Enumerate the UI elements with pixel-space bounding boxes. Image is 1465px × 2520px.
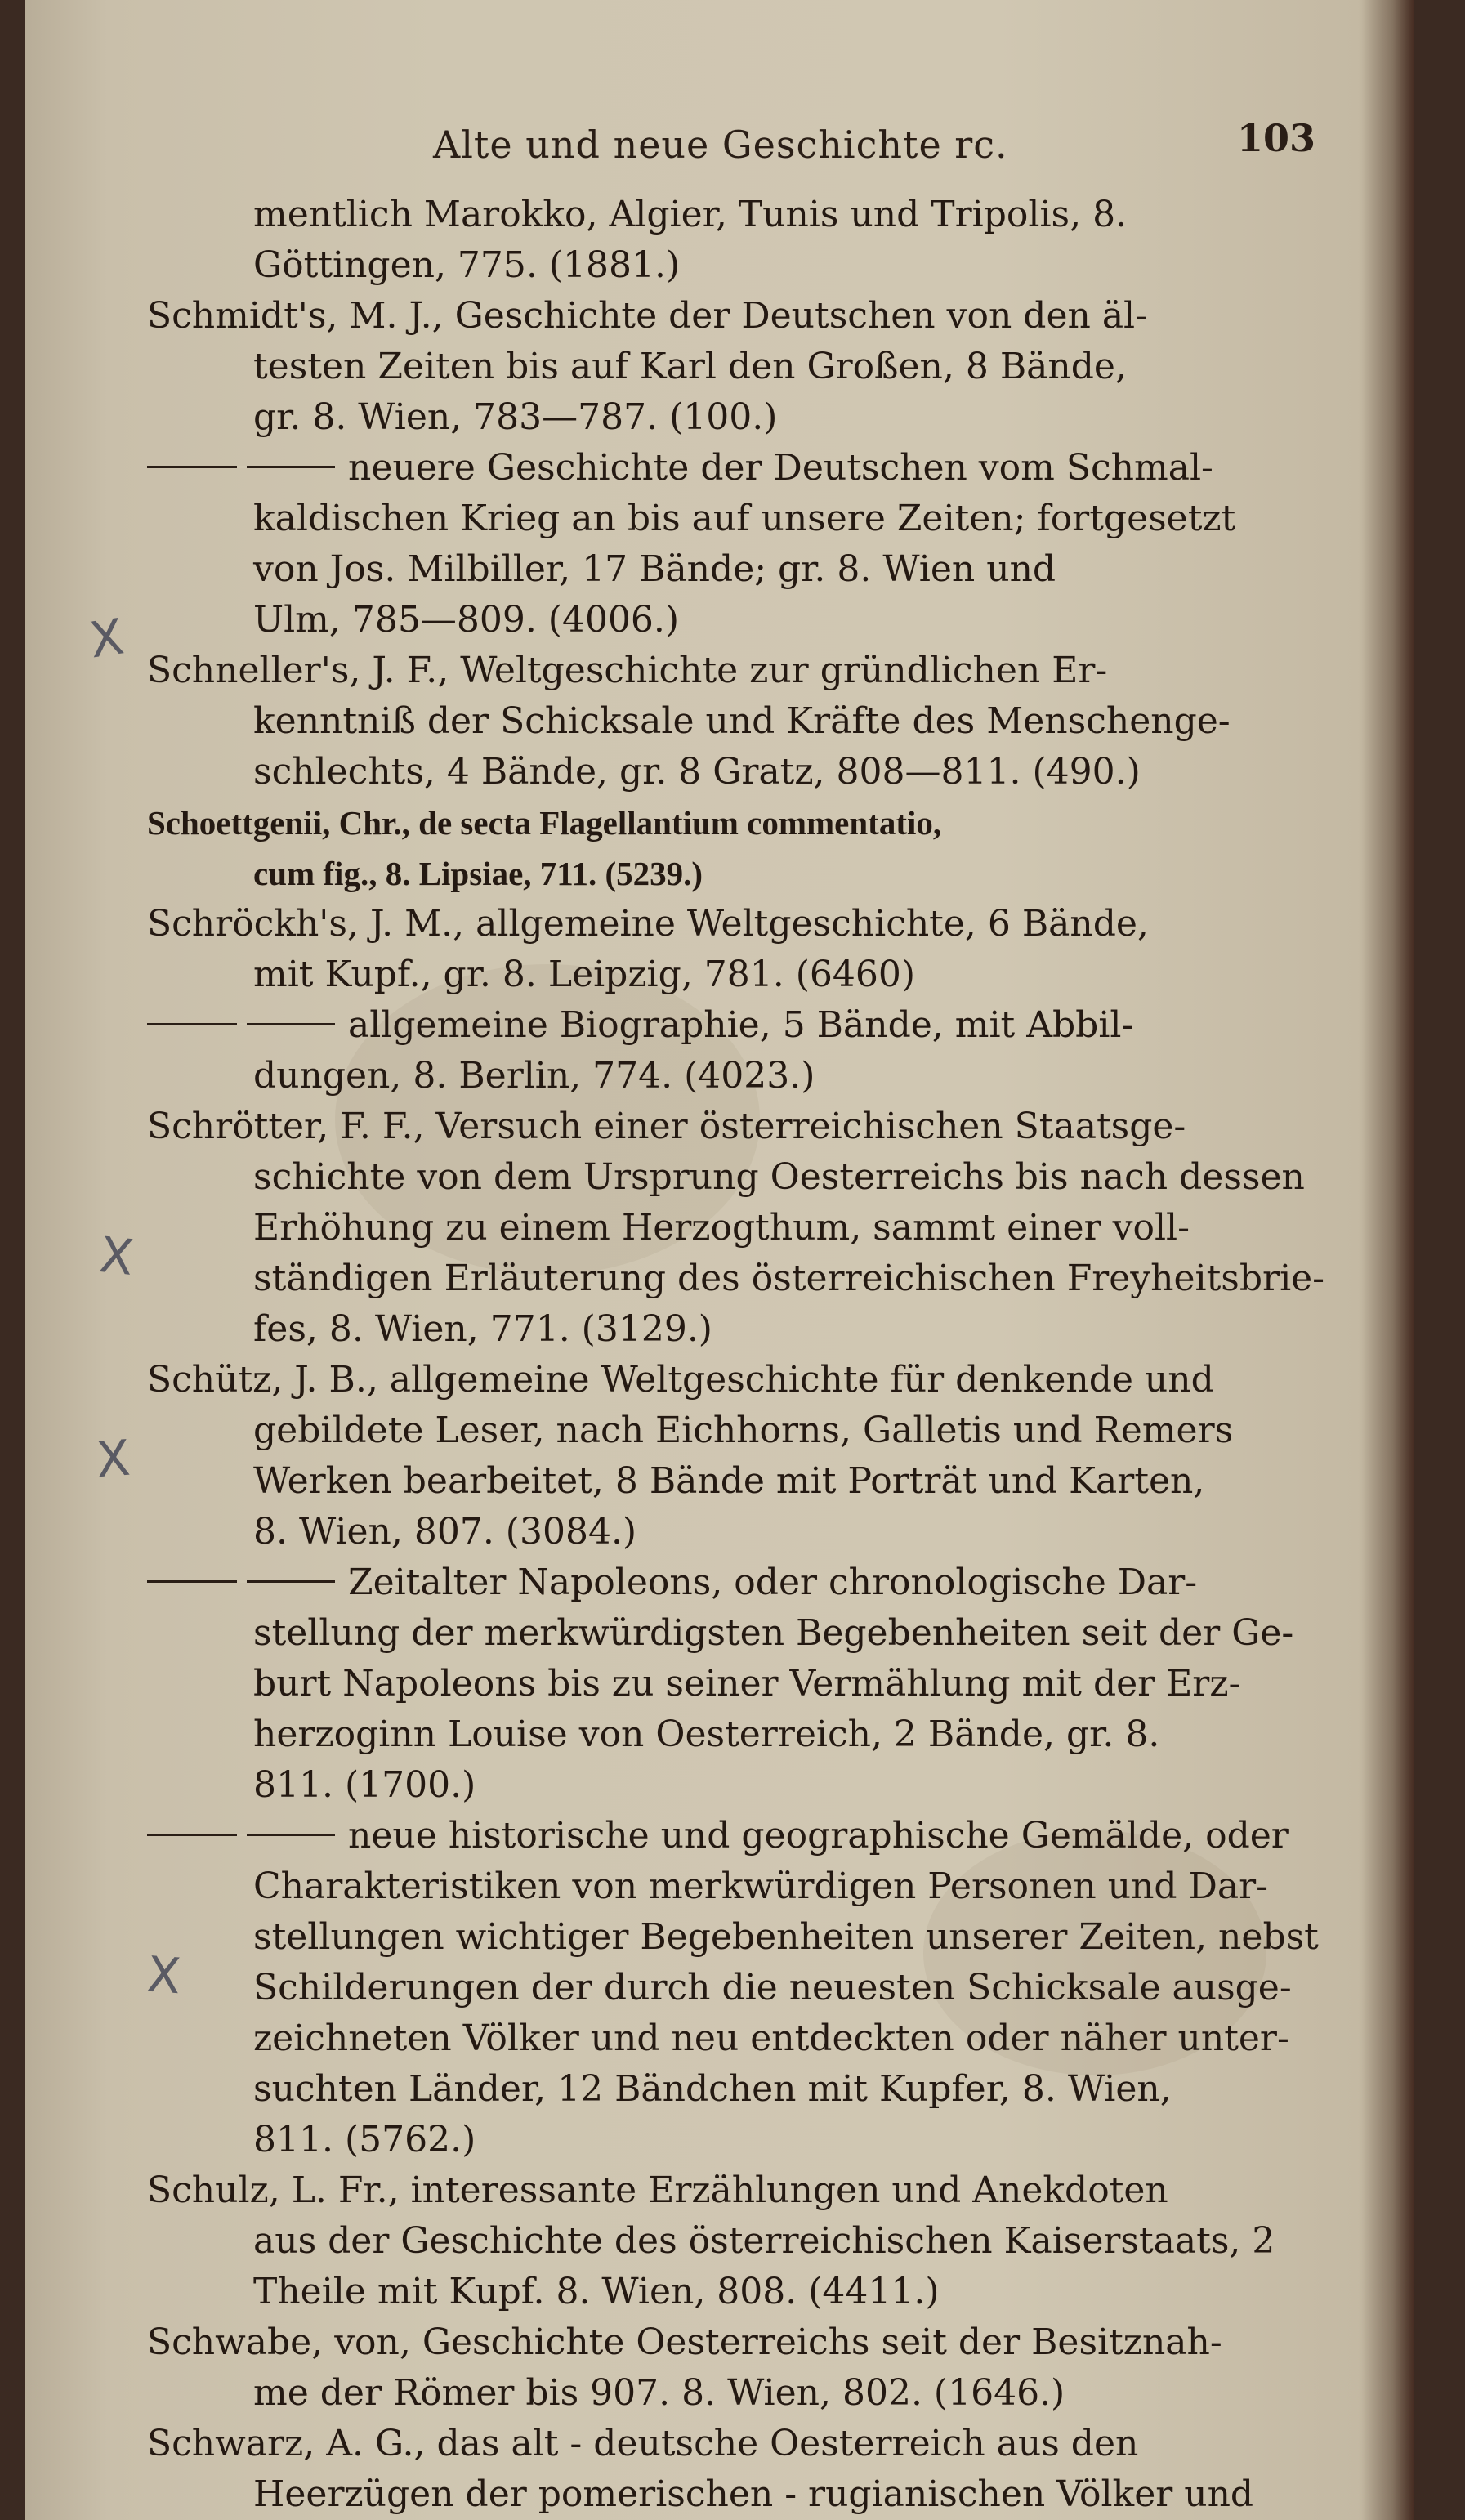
- line-text: stellung der merkwürdigsten Begebenheiten seit der Ge-: [253, 1612, 1294, 1654]
- line-text: Charakteristiken von merkwürdigen Personen und Dar-: [253, 1865, 1268, 1907]
- line-text: stellungen wichtiger Begebenheiten unserer Zeiten, nebst: [253, 1916, 1319, 1958]
- entry-line: [147, 2368, 1332, 2419]
- entry-line: [147, 1304, 1332, 1355]
- entry-line: [147, 291, 1332, 342]
- ditto-dash: [147, 1580, 335, 1583]
- line-text: burt Napoleons bis zu seiner Vermählung mit der Erz-: [253, 1663, 1241, 1705]
- entry-line: [147, 1608, 1332, 1659]
- page-header: [409, 116, 1315, 180]
- line-text: Schulz, L. Fr., interessante Erzählungen und Anekdoten: [147, 2169, 1168, 2211]
- line-text: Zeitalter Napoleons, oder chronologische Dar-: [348, 1562, 1198, 1603]
- entry-line: [147, 2115, 1332, 2165]
- entry-line: [147, 2267, 1332, 2317]
- line-text: mit Kupf., gr. 8. Leipzig, 781. (6460): [253, 954, 916, 995]
- line-text: Göttingen, 775. (1881.): [253, 244, 681, 286]
- line-text: zeichneten Völker und neu entdeckten oder näher unter-: [253, 2017, 1289, 2059]
- entry-line: [147, 696, 1332, 747]
- entry-line: [147, 798, 1332, 848]
- line-text: Werken bearbeitet, 8 Bände mit Porträt und Karten,: [253, 1460, 1205, 1502]
- line-text: Schütz, J. B., allgemeine Weltgeschichte für denkende und: [147, 1359, 1214, 1401]
- line-text: 811. (1700.): [253, 1764, 476, 1806]
- entry-line: [147, 1253, 1332, 1304]
- entry-line: [147, 2419, 1332, 2469]
- entry-line: [147, 1861, 1332, 1912]
- entry-line: [147, 1507, 1332, 1557]
- line-text: testen Zeiten bis auf Karl den Großen, 8 Bände,: [253, 346, 1127, 387]
- entry-line: [147, 1152, 1332, 1203]
- line-text: herzoginn Louise von Oesterreich, 2 Bände, gr. 8.: [253, 1714, 1160, 1755]
- entry-line: [147, 747, 1332, 798]
- line-text: Schrötter, F. F., Versuch einer österreichischen Staatsge-: [147, 1106, 1186, 1147]
- line-text: Ulm, 785—809. (4006.): [253, 599, 680, 641]
- line-text: Schilderungen der durch die neuesten Schicksale ausge-: [253, 1967, 1292, 2008]
- entry-line: [147, 949, 1332, 1000]
- line-text: Erhöhung zu einem Herzogthum, sammt einer voll-: [253, 1207, 1190, 1249]
- entry-line: [147, 2013, 1332, 2064]
- entry-line: [147, 1659, 1332, 1709]
- line-text: gebildete Leser, nach Eichhorns, Galletis und Remers: [253, 1410, 1234, 1451]
- line-text: Schwarz, A. G., das alt - deutsche Oesterreich aus den: [147, 2423, 1139, 2464]
- line-text: suchten Länder, 12 Bändchen mit Kupfer, 8. Wien,: [253, 2068, 1172, 2110]
- entry-line: [147, 2469, 1332, 2520]
- entry-line: [147, 1101, 1332, 1152]
- entry-line: [147, 2317, 1332, 2368]
- line-text: Theile mit Kupf. 8. Wien, 808. (4411.): [253, 2271, 940, 2312]
- entry-line: [147, 1203, 1332, 1253]
- line-text: aus der Geschichte des österreichischen Kaiserstaats, 2: [253, 2220, 1275, 2262]
- entry-line: [147, 646, 1332, 696]
- entry-line: [147, 2064, 1332, 2115]
- pencil-x-mark-icon: X: [86, 608, 127, 670]
- entry-line: [147, 1000, 1332, 1051]
- entry-line: [147, 595, 1332, 646]
- line-text: schichte von dem Ursprung Oesterreichs bis nach dessen: [253, 1156, 1305, 1198]
- entry-line: [147, 1051, 1332, 1101]
- entry-line: [147, 190, 1332, 240]
- pencil-x-mark-icon: X: [145, 1946, 183, 2006]
- entry-line: [147, 1405, 1332, 1456]
- entry-line: [147, 1355, 1332, 1405]
- entry-line: [147, 240, 1332, 291]
- entry-line: [147, 1557, 1332, 1608]
- entry-line: [147, 1912, 1332, 1963]
- line-text: Schwabe, von, Geschichte Oesterreichs seit der Besitznah-: [147, 2321, 1222, 2363]
- line-text: kaldischen Krieg an bis auf unsere Zeiten; fortgesetzt: [253, 498, 1236, 539]
- entry-line: [147, 1709, 1332, 1760]
- line-text: Schröckh's, J. M., allgemeine Weltgeschichte, 6 Bände,: [147, 903, 1149, 945]
- entry-line: [147, 494, 1332, 544]
- line-text: von Jos. Milbiller, 17 Bände; gr. 8. Wien und: [253, 548, 1056, 590]
- line-text: me der Römer bis 907. 8. Wien, 802. (1646.): [253, 2372, 1065, 2414]
- line-text: Heerzügen der pomerischen - rugianischen Völker und: [253, 2473, 1254, 2515]
- entry-line: [147, 2216, 1332, 2267]
- ditto-dash: [147, 1023, 335, 1025]
- entry-line: [147, 342, 1332, 392]
- pencil-x-mark-icon: X: [96, 1226, 136, 1287]
- entry-line: [147, 1456, 1332, 1507]
- line-text: gr. 8. Wien, 783—787. (100.): [253, 396, 778, 438]
- line-text: 8. Wien, 807. (3084.): [253, 1511, 637, 1553]
- line-text: dungen, 8. Berlin, 774. (4023.): [253, 1055, 815, 1097]
- bibliography-entries: [147, 190, 1332, 2520]
- entry-line: [147, 544, 1332, 595]
- entry-line: [147, 392, 1332, 443]
- running-title: Alte und neue Geschichte rc.: [433, 123, 1008, 167]
- entry-line: [147, 2165, 1332, 2216]
- line-text: kenntniß der Schicksale und Kräfte des Menschenge-: [253, 700, 1231, 742]
- page-number: 103: [1236, 116, 1315, 160]
- ditto-dash: [147, 1834, 335, 1836]
- line-text: schlechts, 4 Bände, gr. 8 Gratz, 808—811. (490.): [253, 751, 1141, 793]
- entry-line: [147, 899, 1332, 949]
- line-text: mentlich Marokko, Algier, Tunis und Tripolis, 8.: [253, 194, 1128, 235]
- line-text: Schoettgenii, Chr., de secta Flagellantium commentatio,: [147, 804, 942, 842]
- entry-line: [147, 443, 1332, 494]
- line-text: 811. (5762.): [253, 2119, 476, 2160]
- line-text: Schmidt's, M. J., Geschichte der Deutschen von den äl-: [147, 295, 1147, 337]
- line-text: cum fig., 8. Lipsiae, 711. (5239.): [253, 855, 703, 892]
- line-text: neuere Geschichte der Deutschen vom Schmal-: [348, 447, 1213, 489]
- line-text: allgemeine Biographie, 5 Bände, mit Abbil-: [348, 1004, 1134, 1046]
- book-page: [25, 0, 1414, 2520]
- line-text: ständigen Erläuterung des österreichischen Freyheitsbrie-: [253, 1258, 1325, 1299]
- entry-line: [147, 1963, 1332, 2013]
- entry-line: [147, 1760, 1332, 1811]
- pencil-x-mark-icon: X: [94, 1429, 132, 1490]
- line-text: fes, 8. Wien, 771. (3129.): [253, 1308, 712, 1350]
- page-binding-shadow: [1361, 0, 1414, 2520]
- line-text: neue historische und geographische Gemälde, oder: [348, 1815, 1289, 1856]
- entry-line: [147, 848, 1332, 899]
- entry-line: [147, 1811, 1332, 1861]
- ditto-dash: [147, 466, 335, 468]
- line-text: Schneller's, J. F., Weltgeschichte zur gründlichen Er-: [147, 650, 1108, 691]
